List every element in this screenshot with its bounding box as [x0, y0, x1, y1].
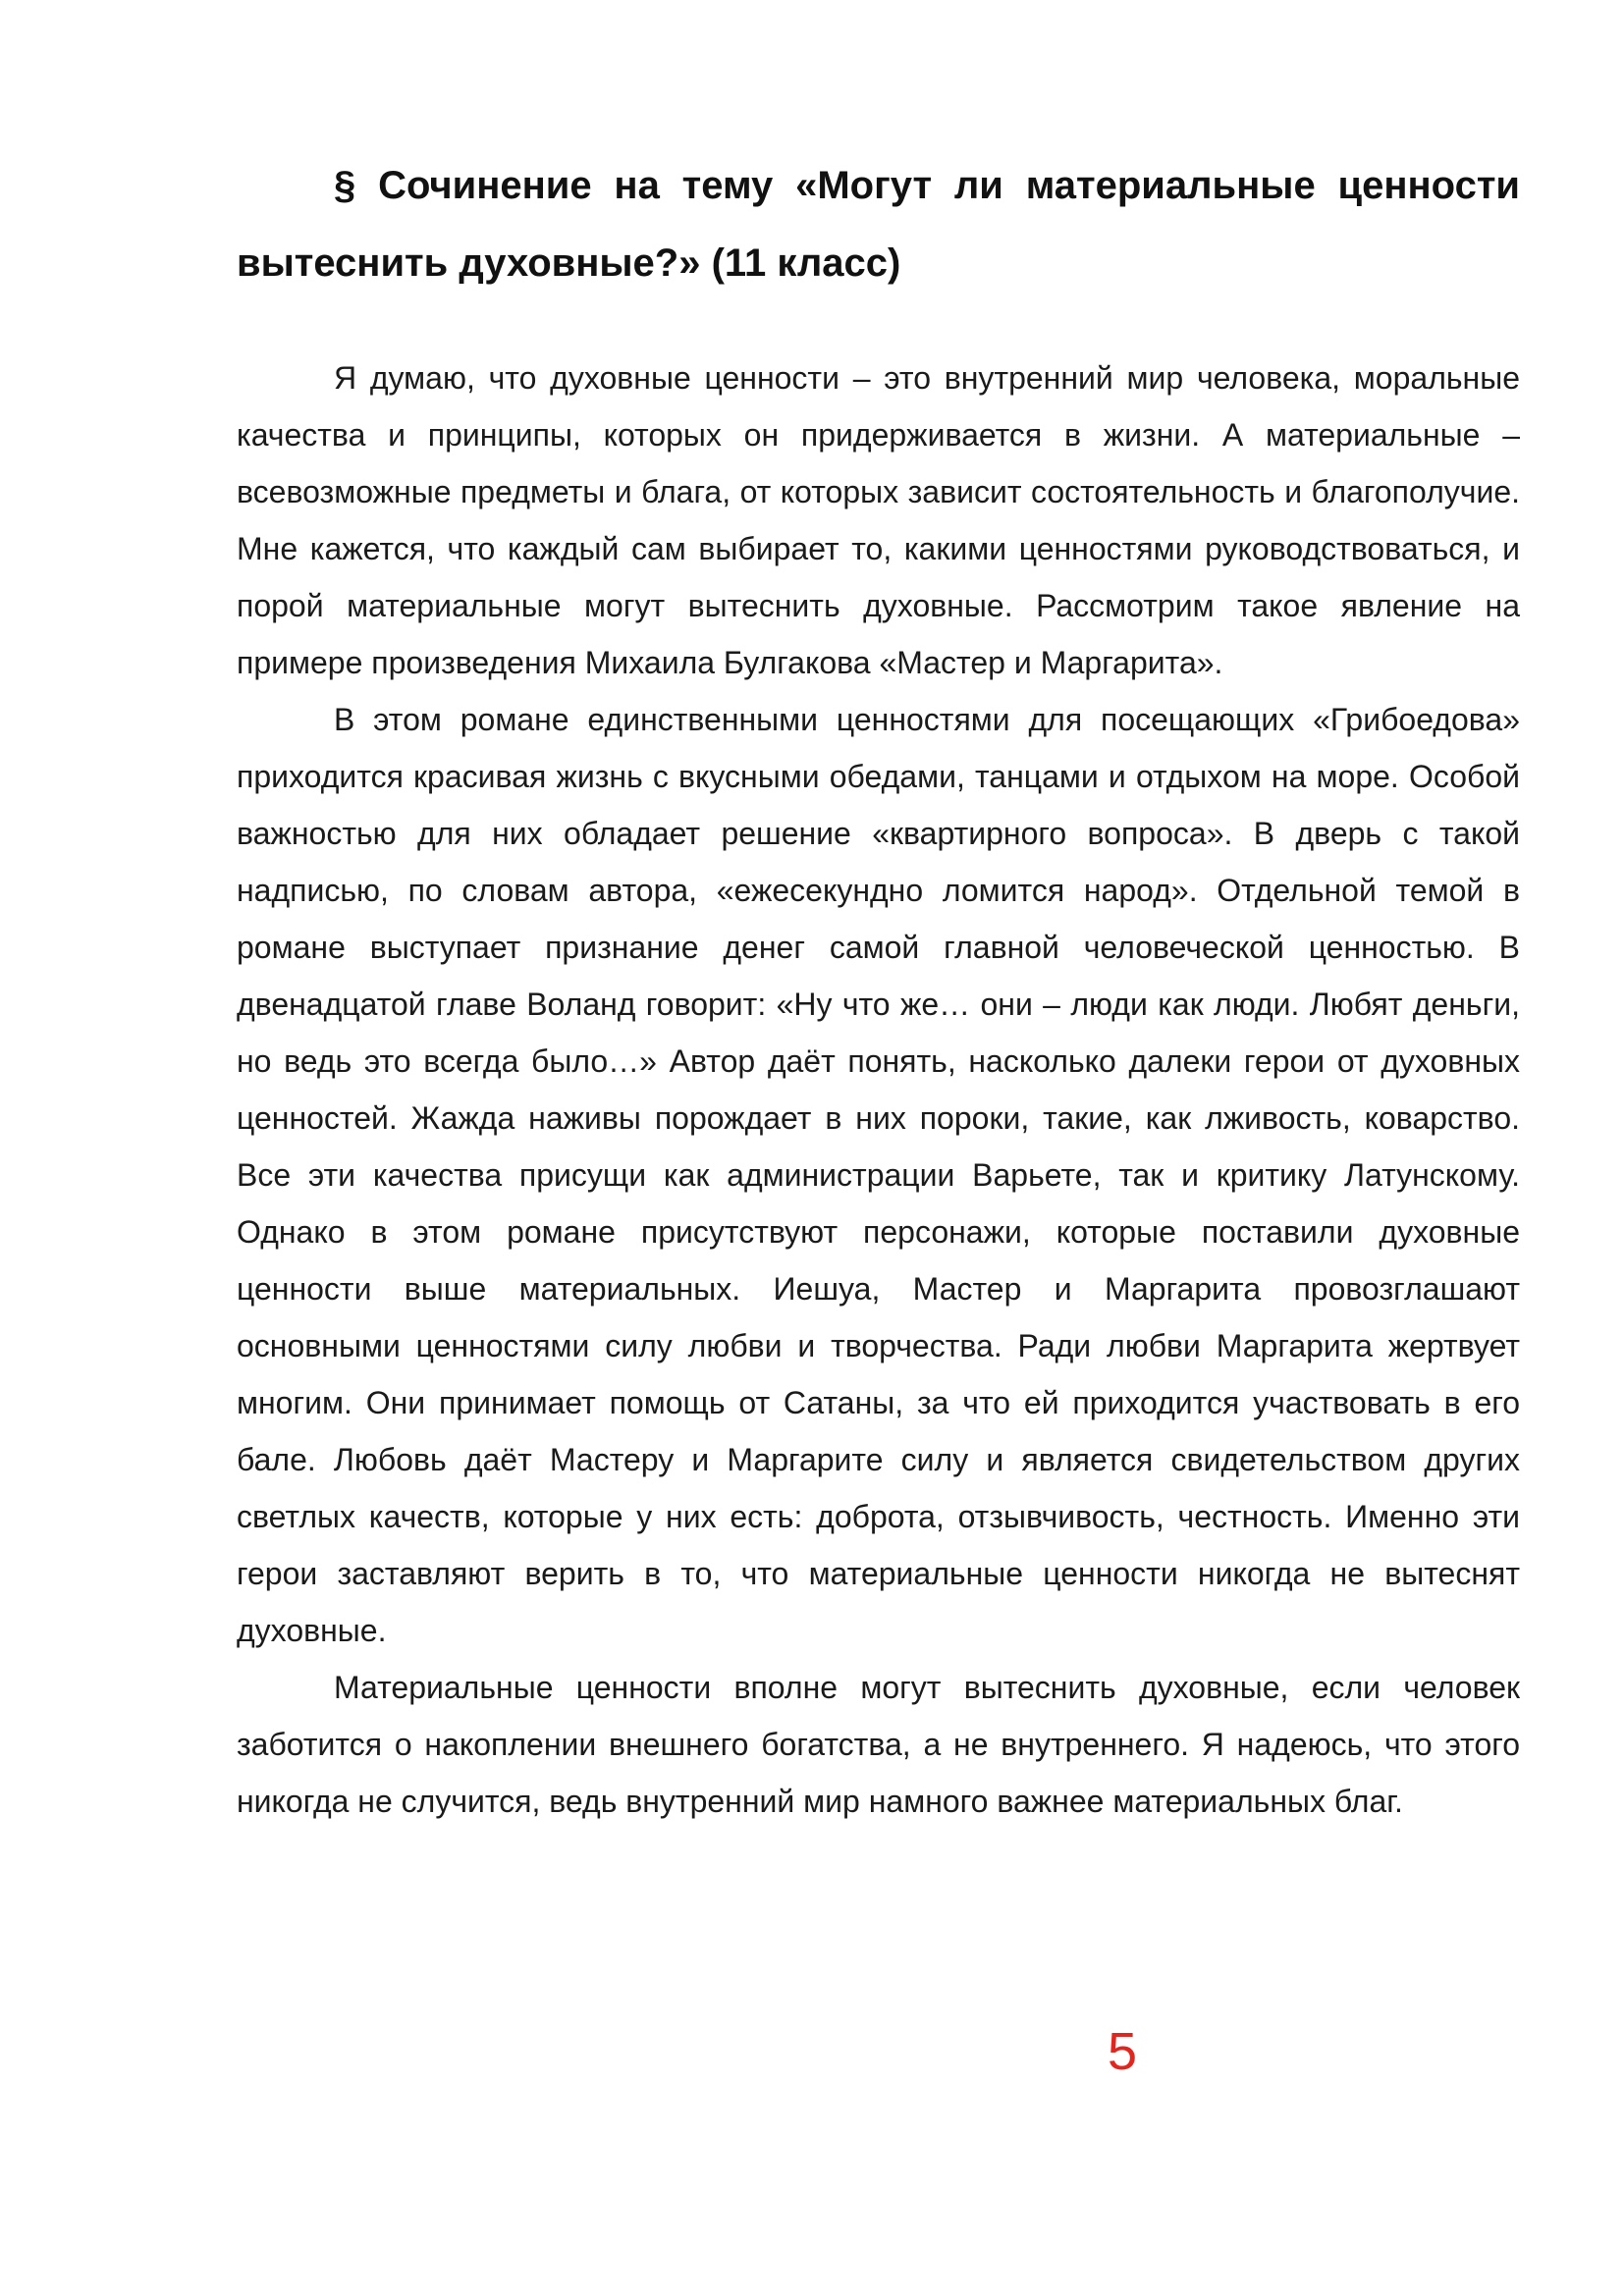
essay-paragraph-2: В этом романе единственными ценностями для посещающих «Грибоедова» приходится красивая жизнь с вкусными обедами, танцами и отдыхом на море. Особой важностью для них обладает решение «квартирного вопроса». В дверь с такой надписью, по словам автора, «ежесекундно ломится народ». Отдельной темой в романе выступает признание денег самой главной человеческой ценностью. В двенадцатой главе Воланд говорит: «Ну что же… они – люди как люди. Любят деньги, но ведь это всегда было…» Автор даёт понять, насколько далеки герои от духовных ценностей. Жажда наживы порождает в них пороки, такие, как лживость, коварство. Все эти качества присущи как администрации Варьете, так и критику Латунскому. Однако в этом романе присутствуют персонажи, которые поставили духовные ценности выше материальных. Иешуа, Мастер и Маргарита провозглашают основными ценностями силу любви и творчества. Ради любви Маргарита жертвует многим. Они принимает помощь от Сатаны, за что ей приходится участвовать в его бале. Любовь даёт Мастеру и Маргарите силу и является свидетельством других светлых качеств, которые у них есть: доброта, отзывчивость, честность. Именно эти герои заставляют верить в то, что материальные ценности никогда не вытеснят духовные.	[237, 702, 1520, 1648]
essay-paragraph-3: Материальные ценности вполне могут вытеснить духовные, если человек заботится о накоплении внешнего богатства, а не внутреннего. Я надеюсь, что этого никогда не случится, ведь внутренний мир намного важнее материальных благ.	[237, 1670, 1520, 1819]
page-number: 5	[1108, 2022, 1138, 2081]
document-page	[237, 147, 1520, 1830]
essay-paragraph-1: Я думаю, что духовные ценности – это внутренний мир человека, моральные качества и принципы, которых он придерживается в жизни. А материальные – всевозможные предметы и блага, от которых зависит состоятельность и благополучие. Мне кажется, что каждый сам выбирает то, какими ценностями руководствоваться, и порой материальные могут вытеснить духовные. Рассмотрим такое явление на примере произведения Михаила Булгакова «Мастер и Маргарита».	[237, 360, 1520, 680]
essay-body	[237, 349, 1520, 1830]
essay-title: § Сочинение на тему «Могут ли материальные ценности вытеснить духовные?» (11 класс)	[237, 164, 1520, 285]
